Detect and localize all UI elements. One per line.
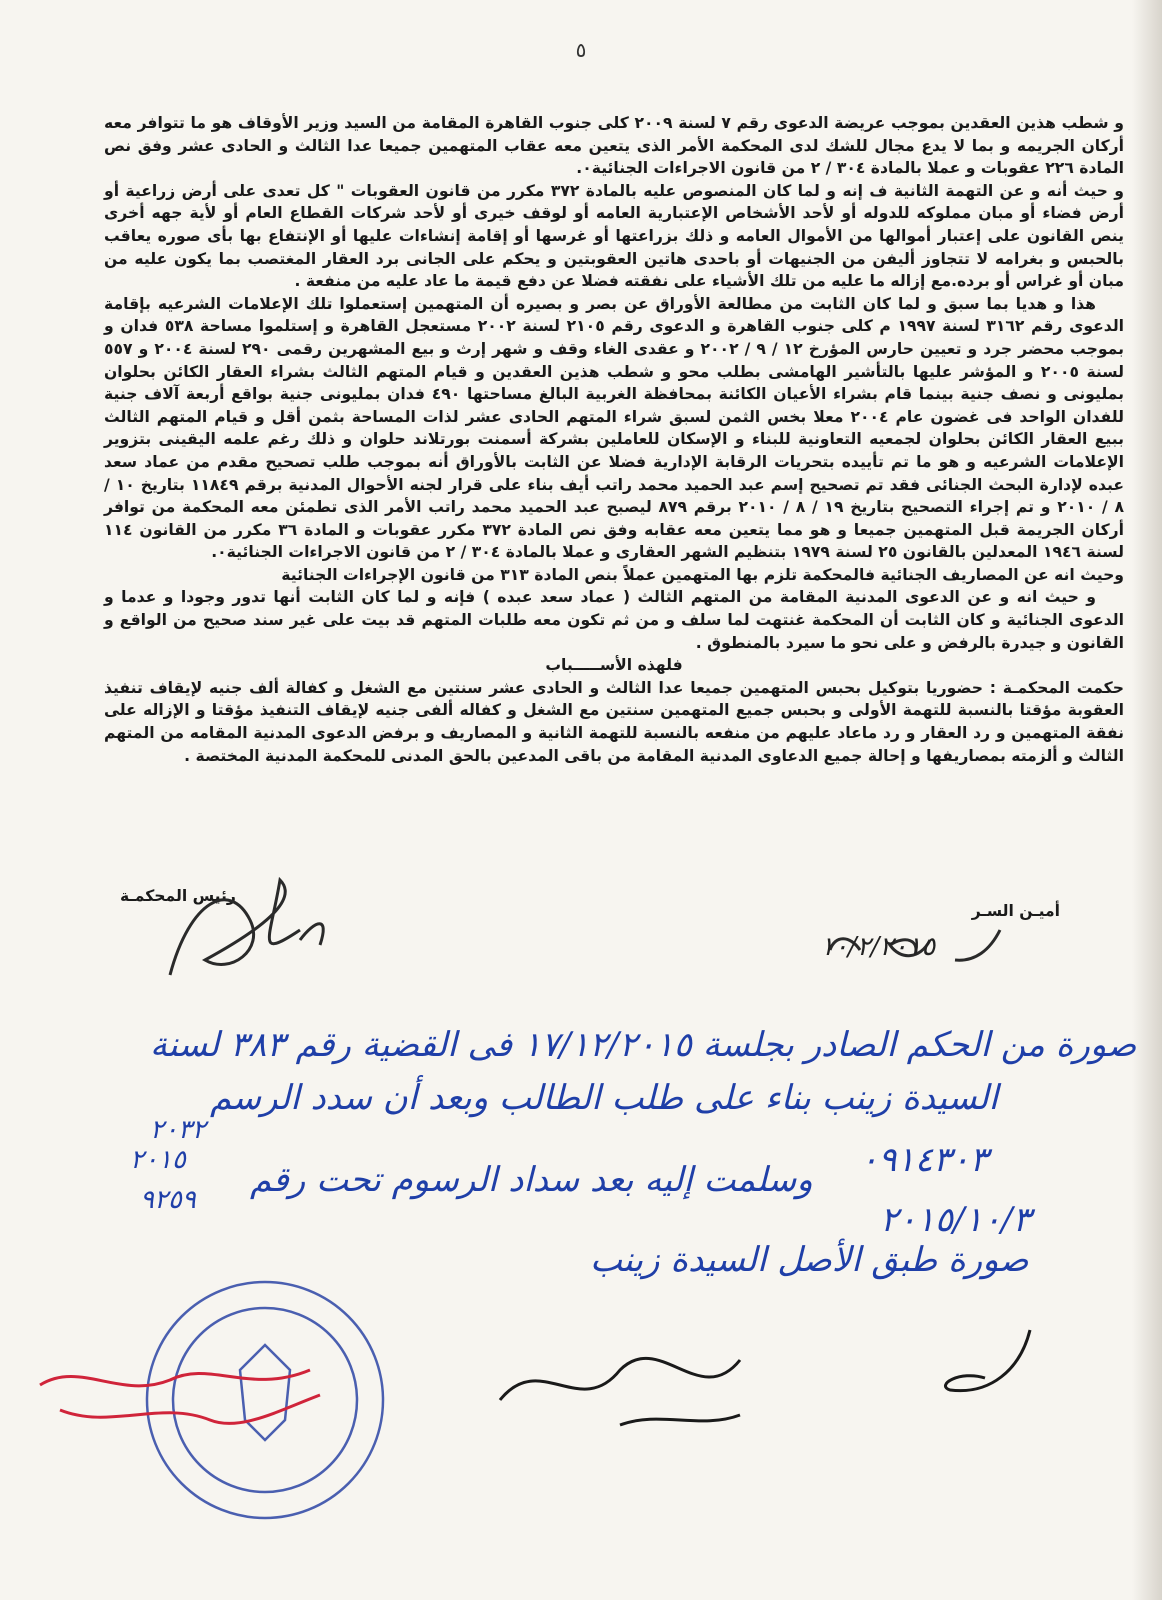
lower-signatures: [500, 1330, 1030, 1425]
president-label: رئيس المحكمـة: [120, 887, 236, 905]
official-stamp: [147, 1282, 383, 1518]
reasons-heading: فلهذه الأســـــباب: [545, 656, 683, 675]
handwritten-initial-date: ١٠/٢/٢٠١٥: [820, 932, 936, 962]
red-signature: [40, 1370, 320, 1423]
page-number: ٥: [575, 38, 587, 62]
handwritten-number: ٩٢٥٩: [140, 1185, 196, 1215]
verdict: حكمت المحكمـة : حضوريا بتوكيل بحبس المتهمين جميعا عدا الثالث و الحادى عشر سنتين مع الشغل و كفالة ألف جنيه لإيقاف تنفيذ العقوبة مؤقتا بالنسبة للتهمة الأولى و بحبس جميع المتهمين سنتين مع الشغل و كفاله ألفى جنيه لإيقاف التنفيذ مؤقتا و الإزاله على نفقة المتهمين و رد العقار و رد ماعاد عليهم من منفعه بالنسبة للتهمة الثانية و المصاريف و برفض الدعوى المدنية المقامه من المتهم الثالث و ألزمته بمصاريفها و إحالة جميع الدعاوى المدنية المقامة من باقى المدعين بالحق المدنى للمحكمة المدنية المختصة .: [104, 678, 1124, 765]
paragraph-4: وحيث انه عن المصاريف الجنائية فالمحكمة تلزم بها المتهمين عملاً بنص المادة ٣١٣ من قانون الإجراءات الجنائية: [281, 565, 1124, 584]
handwritten-line-4: صورة طبق الأصل السيدة زينب: [590, 1240, 1029, 1280]
paragraph-2: و حيث أنه و عن التهمة الثانية ف إنه و لما كان المنصوص عليه بالمادة ٣٧٢ مكرر من قانون العقوبات " كل تعدى على أرض زراعية أو أرض فضاء أو مبان مملوكه للدوله أو لأحد الأشخاص الإعتبارية العامه أو لوقف خيرى أو لأحد شركات القطاع العام أو لأية جهه أخرى ينص القانون على إعتبار أموالها من الأموال العامه و ذلك بزراعتها أو غرسها أو إقامة إنشاءات عليها أو الإنتفاع بها بأى صوره يعاقب بالحبس و بغرامه لا تتجاوز أليفن من الجنيهات أو باحدى هاتين العقوبتين و يحكم على الجانى برد العقار المغتصب بما يكون عليه من مبان أو غراس أو برده.مع إزاله ما عليه من تلك الأشياء على نفقته فضلا عن دفع قيمة ما عاد عليه من منفعة .: [104, 181, 1124, 291]
handwritten-line-1: صورة من الحكم الصادر بجلسة ١٧/١٢/٢٠١٥ فى القضية رقم ٣٨٣ لسنة: [150, 1025, 1137, 1065]
paragraph-5: و حيث انه و عن الدعوى المدنية المقامة من المتهم الثالث ( عماد سعد عبده ) فإنه و لما كان الثابت أنها تدور وجودا و عدما و الدعوى الجنائية و كان الثابت أن المحكمة غنتهت لما سلف و من ثم تكون معه طلبات المتهم قد بيت على غير سند صحيح من الواقع و القانون و جيدرة بالرفض و على نحو ما سيرد بالمنطوق .: [104, 588, 1124, 652]
handwritten-line-2: السيدة زينب بناء على طلب الطالب وبعد أن سدد الرسم: [210, 1078, 999, 1118]
paragraph-3: هذا و هديا بما سبق و لما كان الثابت من مطالعة الأوراق عن بصر و بصيره أن المتهمين إستعملوا تلك الإعلامات الشرعيه بإقامة الدعوى رقم ٣١٦٢ لسنة ١٩٩٧ م كلى جنوب القاهرة و الدعوى رقم ٢١٠٥ لسنة ٢٠٠٢ مستعجل القاهرة و إستلموا مساحة ٥٣٨ فدان و بموجب محضر جرد و تعيين حارس المؤرخ ١٢ / ٩ / ٢٠٠٢ و عقدى الغاء وقف و شهر إرث و بيع المشهرين رقمى ٢٩٠ لسنة ٢٠٠٤ و ٥٥٧ لسنة ٢٠٠٥ و المؤشر عليها بالتأشير الهامشى بطلب محو و شطب هذين العقدين و قيام المتهم الثالث بشراء العقار الكائن بحلوان بمليونى و نصف جنية بينما قام بشراء الأعيان الكائنة بمحافظة الغربية البالغ مساحتها ٤٩٠ فدان بمليونى جنية بواقع أربعة آلاف جنية للفدان الواحد فى غضون عام ٢٠٠٤ معلا بخس الثمن لسبق شراء المتهم الحادى عشر لذات المساحة بثمن أقل و قيام المتهم الثالث ببيع العقار الكائن بحلوان لجمعيه التعاونية للبناء و الإسكان للعاملين بشركة أسمنت بورتلاند حلوان و ذلك رغم علمه اليقينى بتزوير الإعلامات الشرعيه و هو ما تم تأييده بتحريات الرقابة الإدارية فضلا عن الثابت بالأوراق أنه بموجب طلب تصحيح مقدم من عماد سعد عبده لإدارة البحث الجنائى فقد تم تصحيح إسم عبد الحميد محمد راتب أيف بناء على قرار لجنه الأحوال المدنية برقم ١١٨٤٩ بتاريخ ١٠ / ٨ / ٢٠١٠ و تم إجراء التصحيح بتاريخ ١٩ / ٨ / ٢٠١٠ برقم ٨٧٩ ليصبح عبد الحميد محمد راتب الأمر الذى تطمئن معه المحكمة من توافر أركان الجريمة قبل المتهمين جميعا و هو مما يتعين معه عقابه وفق نص المادة ٣٧٢ مكرر عقوبات و المادة ٣٦ مكرر من القانون ١١٤ لسنة ١٩٤٦ المعدلين بالقانون ٢٥ لسنة ١٩٧٩ بتنظيم الشهر العقارى و عملا بالمادة ٣٠٤ / ٢ من قانون الاجراءات الجنائية٠.: [104, 294, 1125, 562]
handwritten-fee: ٢٠٣٢: [150, 1115, 206, 1145]
paragraph-1: و شطب هذين العقدين بموجب عريضة الدعوى رقم ٧ لسنة ٢٠٠٩ كلى جنوب القاهرة المقامة من السيد وزير الأوقاف هو ما تتوافر معه أركان الجريمه و بما لا يدع مجال للشك لدى المحكمة الأمر الذى يتعين معه عقاب المتهمين جميعا عدا الثالث و الحادى عشر وفق نص المادة ٢٢٦ عقوبات و عملا بالمادة ٣٠٤ / ٢ من قانون الاجراءات الجنائية٠.: [104, 114, 1124, 178]
handwritten-line-3: وسلمت إليه بعد سداد الرسوم تحت رقم: [250, 1160, 813, 1200]
secretary-label: أميـن السـر: [971, 902, 1060, 920]
handwritten-date: ٢٠١٥/١٠/٣: [880, 1200, 1031, 1240]
president-signature: [170, 880, 323, 975]
handwritten-receipt: ٠٩١٤٣٠٣: [860, 1140, 988, 1180]
handwritten-year: ٢٠١٥: [130, 1145, 186, 1175]
